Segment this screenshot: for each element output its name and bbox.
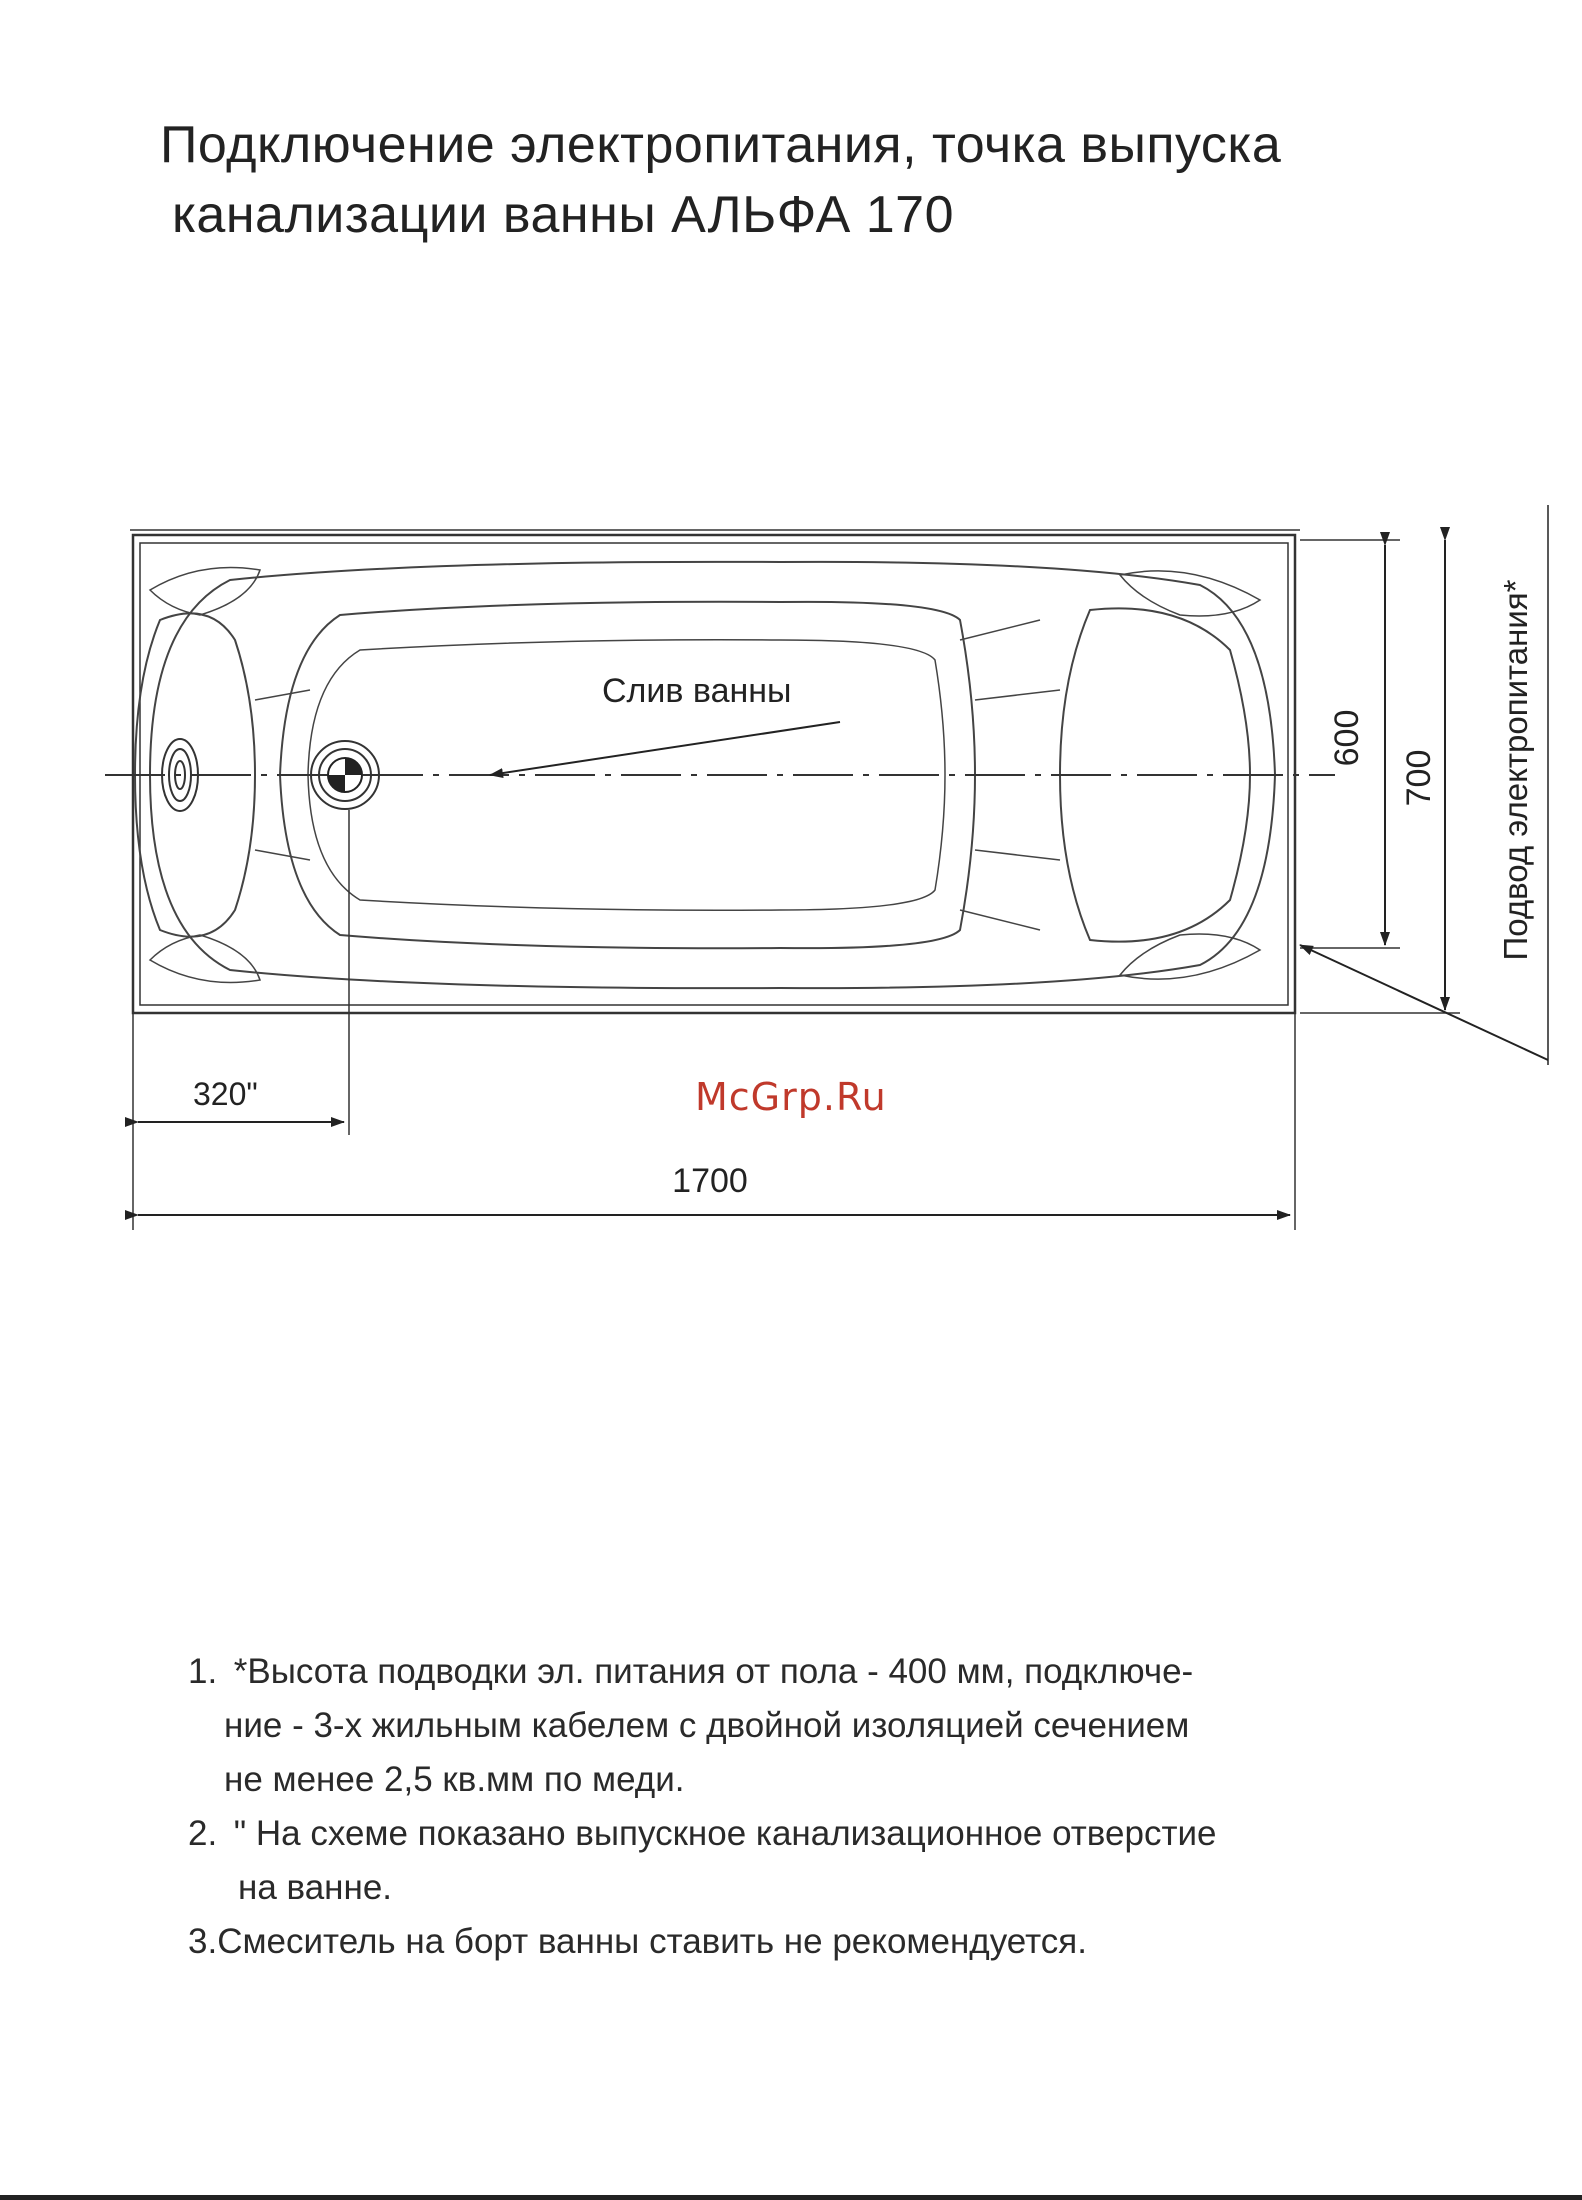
dim-700-label: 700 — [1400, 749, 1438, 807]
dim-600 — [1300, 540, 1400, 948]
note-item — [188, 1645, 1488, 1807]
dim-600-label: 600 — [1328, 709, 1366, 767]
drain-leader — [490, 722, 840, 775]
note-line: " На схеме показано выпускное канализационное отверстие — [233, 1814, 1217, 1853]
dim-1700-label: 1700 — [672, 1162, 748, 1200]
armrest-bottom-left — [150, 935, 260, 983]
note-line: *Высота подводки эл. питания от пола - 400 мм, подключе- — [233, 1652, 1194, 1691]
dim-320 — [133, 810, 349, 1135]
footer-divider — [0, 2195, 1582, 2200]
drain-label: Слив ванны — [602, 672, 792, 710]
dim-320-label: 320" — [193, 1076, 258, 1112]
power-label: Подвод электропитания* — [1497, 579, 1534, 961]
note-number: 2. — [188, 1814, 218, 1853]
note-item — [188, 1807, 1488, 1915]
note-line: на ванне. — [238, 1868, 393, 1907]
note-line: ние - 3-х жильным кабелем с двойной изоляцией сечением — [224, 1706, 1190, 1745]
dim-700 — [1300, 540, 1460, 1013]
note-line: Смеситель на борт ванны ставить не рекомендуется. — [217, 1922, 1087, 1961]
note-number: 1. — [188, 1652, 218, 1691]
note-number: 3. — [188, 1922, 218, 1961]
watermark: McGrp.Ru — [695, 1075, 887, 1119]
note-item — [188, 1915, 1488, 1969]
title-line-1: Подключение электропитания, точка выпуска — [160, 116, 1282, 174]
title-line-2: канализации ванны АЛЬФА 170 — [172, 186, 954, 244]
notes-list — [188, 1645, 1488, 1969]
armrest-top-left — [150, 568, 260, 616]
note-line: не менее 2,5 кв.мм по меди. — [224, 1760, 685, 1799]
